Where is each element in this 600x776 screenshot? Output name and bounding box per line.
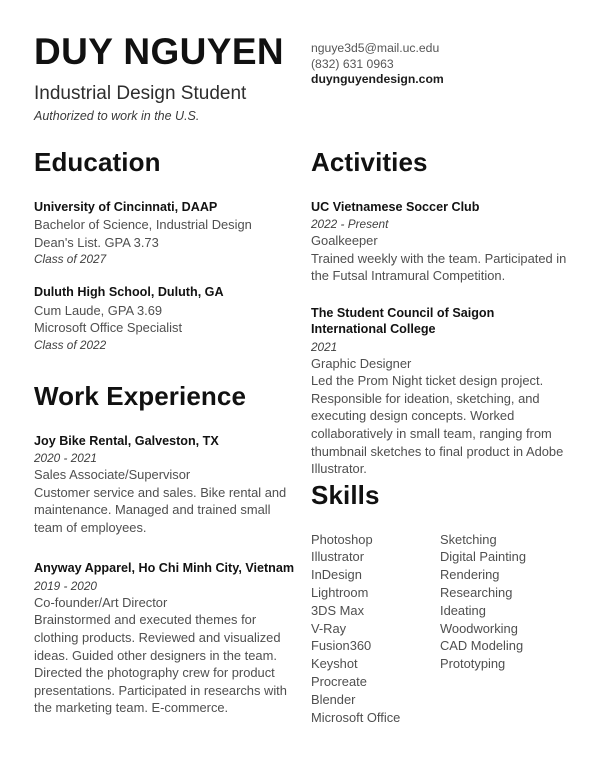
work-description: Brainstormed and executed themes for clothing products. Reviewed and visualized ideas. Guided other designers in the team. Directed the photography crew for product presentations. Participated in researchs with the marketing team. E-commerce. [34,612,287,716]
activity-organization: The Student Council of Saigon International College [311,305,495,337]
skill-item: Woodworking [440,620,518,636]
work-dates: 2020 - 2021 [34,451,97,466]
contact-email[interactable]: nguye3d5@mail.uc.edu [311,41,440,55]
candidate-title: Industrial Design Student [34,83,247,104]
activity-dates: 2021 [311,339,338,354]
skill-item: Sketching [440,531,497,547]
activity-organization: UC Vietnamese Soccer Club [311,199,480,214]
work-dates: 2019 - 2020 [34,578,97,593]
skills-column-software [311,531,440,727]
education-graduation: Class of 2027 [34,252,107,267]
activity-entry [311,199,573,285]
skill-item: Prototyping [440,656,506,672]
work-experience-section [34,382,296,717]
skill-item: InDesign [311,567,362,583]
left-column [34,148,296,353]
section-title-work-experience: Work Experience [34,381,247,411]
skills-columns [311,531,573,727]
work-authorization-note: Authorized to work in the U.S. [34,109,200,123]
section-title-education: Education [34,147,161,177]
work-employer: Joy Bike Rental, Galveston, TX [34,433,219,448]
work-role: Co-founder/Art Director [34,594,168,610]
education-honors: Dean's List. GPA 3.73 [34,234,159,250]
activity-dates: 2022 - Present [311,217,389,232]
activity-description: Trained weekly with the team. Participated in the Futsal Intramural Competition. [311,250,567,284]
right-column [311,148,573,478]
work-employer: Anyway Apparel, Ho Chi Minh City, Vietnam [34,561,295,576]
skill-item: Fusion360 [311,638,372,654]
skill-item: Digital Painting [440,549,526,565]
skill-item: CAD Modeling [440,638,524,654]
education-entry [34,199,296,268]
contact-phone[interactable]: (832) 631 0963 [311,56,394,71]
skill-item: Photoshop [311,531,373,547]
activity-description: Led the Prom Night ticket design project. Responsible for ideation, sketching, and executing design concepts. Worked collaboratively in small team, ranging from thumbnail sketches to final product in Adobe Illustrator. [311,373,564,477]
skill-item: Lightroom [311,584,369,600]
work-description: Customer service and sales. Bike rental and maintenance. Managed and trained small team of employees. [34,484,287,535]
skill-item: Microsoft Office [311,709,401,725]
education-graduation: Class of 2022 [34,337,107,352]
activity-role: Goalkeeper [311,233,378,249]
skill-item: Illustrator [311,549,365,565]
skill-item: Ideating [440,602,486,618]
education-institution: University of Cincinnati, DAAP [34,199,218,214]
work-role: Sales Associate/Supervisor [34,467,191,483]
education-institution: Duluth High School, Duluth, GA [34,285,224,300]
education-degree: Bachelor of Science, Industrial Design [34,217,252,233]
education-entry [34,284,296,353]
activity-entry [311,305,573,478]
skill-item: Rendering [440,567,500,583]
activity-role: Graphic Designer [311,355,412,371]
skill-item: Researching [440,584,513,600]
skill-item: Keyshot [311,656,358,672]
section-title-skills: Skills [311,480,380,510]
skill-item: Procreate [311,673,367,689]
contact-block [311,41,444,88]
skills-column-craft [440,531,569,727]
skill-item: 3DS Max [311,602,365,618]
education-certification: Microsoft Office Specialist [34,320,183,336]
skill-item: Blender [311,691,356,707]
contact-website[interactable]: duynguyendesign.com [311,72,444,86]
education-honors: Cum Laude, GPA 3.69 [34,302,163,318]
skill-item: V-Ray [311,620,347,636]
work-entry [34,560,296,717]
skills-section [311,481,573,726]
section-title-activities: Activities [311,147,428,177]
candidate-name: DUY NGUYEN [34,31,285,72]
work-entry [34,433,296,537]
